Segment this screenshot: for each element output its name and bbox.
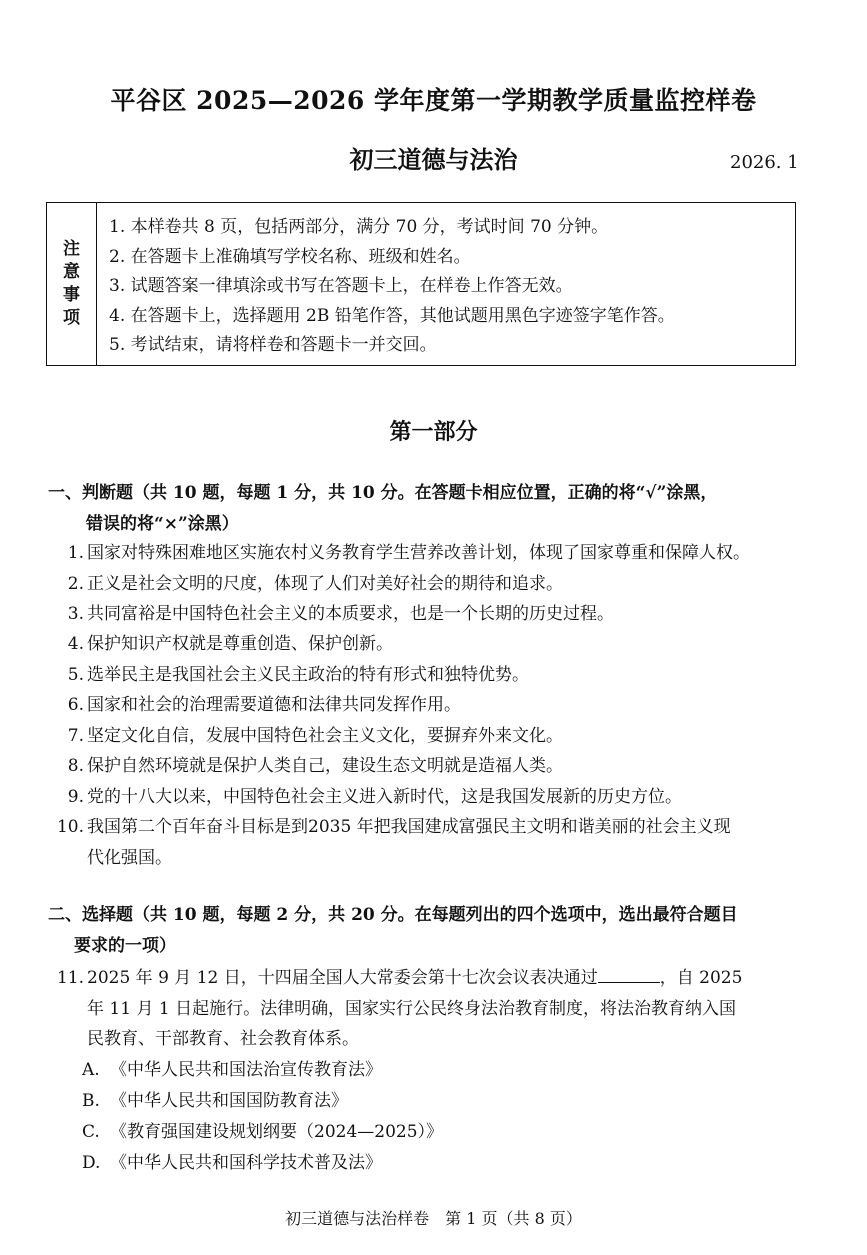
page-title: 平谷区 2025—2026 学年度第一学期教学质量监控样卷 [110,86,757,115]
question-text: 党的十八大以来，中国特色社会主义进入新时代，这是我国发展新的历史方位。 [87,787,682,807]
question-item [50,721,810,752]
question-item [50,812,810,873]
question-number: 2. [67,574,84,594]
option-item [82,1117,443,1147]
section-heading-line: 错误的将“×”涂黑） [86,514,239,534]
question-number: 6. [67,695,84,715]
section-heading-line: 要求的一项） [74,936,176,956]
question-item [50,629,810,660]
question-item [50,690,810,721]
question-item [50,538,810,569]
section-heading-choice [48,900,808,962]
option-text: 《中华人民共和国国防教育法》 [110,1091,348,1111]
question-text: 坚定文化自信，发展中国特色社会主义文化，要摒弃外来文化。 [87,726,563,746]
notice-label [47,203,97,365]
question-item [50,782,810,813]
question-text: 2025 年 9 月 12 日，十四届全国人大常委会第十七次会议表决通过 [87,968,598,988]
answer-blank [598,964,660,983]
notice-label-char: 意 [63,262,80,282]
option-item [82,1055,382,1085]
option-letter: A. [82,1060,100,1080]
question-item [50,599,810,630]
notice-list [109,213,787,361]
question-number: 9. [67,787,84,807]
question-text: 保护知识产权就是尊重创造、保护创新。 [87,634,393,654]
page-footer: 初三道德与法治样卷 第 1 页（共 8 页） [285,1209,582,1228]
notice-item: 2. 在答题卡上准确填写学校名称、班级和姓名。 [109,246,471,267]
question-number: 4. [67,634,84,654]
question-number: 3. [67,604,84,624]
question-text-continued: 年 11 月 1 日起施行。法律明确，国家实行公民终身法治教育制度，将法治教育纳入国 [87,998,737,1019]
option-item [82,1086,348,1116]
part-title: 第一部分 [389,419,478,445]
question-text: 正义是社会文明的尺度，体现了人们对美好社会的期待和追求。 [87,574,563,594]
section-heading-line: 二、选择题（共 10 题，每题 2 分，共 20 分。在每题列出的四个选项中，选出最符合题目 [48,905,738,925]
question-text: 保护自然环境就是保护人类自己，建设生态文明就是造福人类。 [87,756,563,776]
question-number: 8. [67,756,84,776]
notice-item: 1. 本样卷共 8 页，包括两部分，满分 70 分，考试时间 70 分钟。 [109,217,609,237]
notice-label-char: 事 [63,285,80,305]
question-text: 国家和社会的治理需要道德和法律共同发挥作用。 [87,695,461,715]
option-item [82,1148,382,1178]
question-number: 11. [56,968,84,988]
subject-title: 初三道德与法治 [349,145,518,174]
option-letter: D. [82,1153,101,1173]
option-text: 《中华人民共和国科学技术普及法》 [110,1153,382,1173]
question-number: 10. [56,817,84,837]
notice-item: 4. 在答题卡上，选择题用 2B 铅笔作答，其他试题用黑色字迹签字笔作答。 [109,305,675,326]
question-number: 7. [67,726,84,746]
question-item [50,569,810,600]
question-text: 国家对特殊困难地区实施农村义务教育学生营养改善计划，体现了国家尊重和保障人权。 [87,543,750,563]
question-text: 选举民主是我国社会主义民主政治的特有形式和独特优势。 [87,665,529,685]
option-text: 《中华人民共和国法治宣传教育法》 [110,1060,382,1080]
question-item [50,751,810,782]
question-text-continued: 代化强国。 [87,847,172,868]
question-text-continued: 民教育、干部教育、社会教育体系。 [87,1029,359,1049]
question-text: ，自 2025 [659,968,743,988]
section-heading-line: 一、判断题（共 10 题，每题 1 分，共 10 分。在答题卡相应位置，正确的将“√”涂黑， [48,483,718,503]
exam-date: 2026. 1 [730,152,799,173]
notice-box [46,202,796,366]
question-item [50,963,810,1055]
section-heading-judgment [48,478,808,540]
option-letter: C. [82,1122,100,1142]
option-letter: B. [82,1091,100,1111]
notice-label-char: 注 [63,239,80,259]
question-text: 我国第二个百年奋斗目标是到2035 年把我国建成富强民主文明和谐美丽的社会主义现 [87,817,731,837]
question-item [50,660,810,691]
option-text: 《教育强国建设规划纲要（2024—2025）》 [110,1122,444,1142]
question-number: 5. [67,665,84,685]
notice-item: 3. 试题答案一律填涂或书写在答题卡上，在样卷上作答无效。 [109,276,573,296]
notice-label-char: 项 [63,308,80,328]
question-number: 1. [67,543,84,563]
question-text: 共同富裕是中国特色社会主义的本质要求，也是一个长期的历史过程。 [87,604,614,624]
notice-item: 5. 考试结束，请将样卷和答题卡一并交回。 [109,335,437,355]
